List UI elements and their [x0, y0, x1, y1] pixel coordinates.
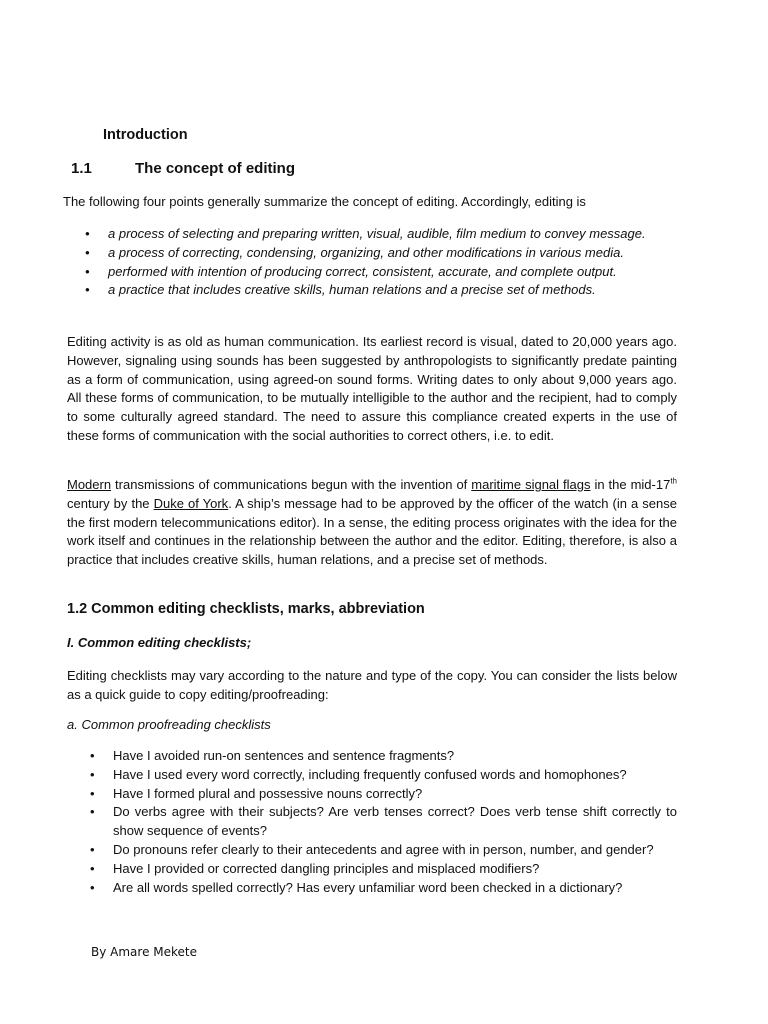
list-item-text: Have I provided or corrected dangling principles and misplaced modifiers? [113, 860, 540, 876]
bullet-icon: • [90, 860, 95, 876]
section-number: 1.1 [71, 160, 92, 177]
link-modern[interactable]: Modern [67, 477, 112, 492]
lead-sentence: The following four points generally summarize the concept of editing. Accordingly, editing is [63, 194, 586, 209]
bullet-icon: • [90, 785, 95, 801]
list-item-text: Do verbs agree with their subjects? Are verb tenses correct? Does verb tense shift correctly to show sequence of events? [113, 804, 677, 839]
list-item [90, 841, 677, 860]
paragraph-history: Editing activity is as old as human communication. Its earliest record is visual, dated to 20,000 years ago. However, signaling using sounds has been suggested by anthropologists to significantly predate painting as a form of communication, using agreed-on sound forms. Writing dates to only about 9,000 years ago. All these forms of communication, to be mutually intelligible to the author and the recipient, had to comply to some culturally agreed standard. The need to assure this compliance created experts in the use of these forms of communication with the social authorities to correct others, i.e. to edit. [67, 334, 677, 443]
list-item-text: a process of correcting, condensing, organizing, and other modifications in various media. [108, 244, 624, 260]
text-segment: . A ship’s message had to be approved by the officer of the watch (in a sense the first modern telecommunications editor). In a sense, the editing process originates with the idea for the work itself and continues in the relationship between the author and the editor. Editing, therefore, is also a practice that includes creative skills, human relations, and a precise set of methods. [67, 495, 677, 568]
concept-bullet-list [85, 225, 677, 300]
list-item [85, 225, 677, 244]
list-item-text: a practice that includes creative skills, human relations and a precise set of methods. [108, 282, 596, 298]
bullet-icon: • [85, 226, 90, 241]
list-item-text: a process of selecting and preparing written, visual, audible, film medium to convey message. [108, 226, 646, 241]
bullet-icon: • [90, 841, 95, 857]
text-segment: transmissions of communications begun with the invention of [111, 477, 472, 492]
bullet-icon: • [85, 263, 90, 279]
subheading-proofreading-checklists: a. Common proofreading checklists [67, 717, 271, 732]
section-title: The concept of editing [135, 160, 295, 177]
list-item [90, 785, 677, 804]
text-segment: in the mid-17 [590, 477, 671, 492]
list-item [85, 281, 677, 300]
bullet-icon: • [90, 766, 95, 782]
list-item [90, 766, 677, 785]
section-1-1-heading [71, 160, 295, 177]
link-maritime-signal-flags[interactable]: maritime signal flags [471, 477, 591, 492]
bullet-icon: • [90, 879, 95, 895]
list-item-text: Do pronouns refer clearly to their antecedents and agree with in person, number, and gender? [113, 841, 654, 857]
proofreading-bullet-list [90, 747, 677, 897]
list-item [90, 747, 677, 766]
bullet-icon: • [90, 748, 95, 763]
list-item-text: Have I used every word correctly, including frequently confused words and homophones? [113, 766, 627, 782]
intro-heading: Introduction [103, 127, 188, 143]
paragraph-checklists: Editing checklists may vary according to the nature and type of the copy. You can consider the lists below as a quick guide to copy editing/proofreading: [67, 668, 677, 702]
list-item-text: Are all words spelled correctly? Has every unfamiliar word been checked in a dictionary? [113, 879, 623, 895]
bullet-icon: • [90, 804, 95, 820]
paragraph-modern [67, 476, 677, 570]
superscript-th: th [670, 476, 677, 486]
list-item-text: Have I formed plural and possessive nouns correctly? [113, 785, 423, 801]
list-item-text: performed with intention of producing correct, consistent, accurate, and complete output. [108, 263, 617, 279]
link-duke-of-york[interactable]: Duke of York [153, 495, 229, 511]
footer-author: By Amare Mekete [91, 945, 197, 959]
section-1-2-heading: 1.2 Common editing checklists, marks, abbreviation [67, 601, 425, 617]
list-item [85, 244, 677, 263]
list-item-text: Have I avoided run-on sentences and sentence fragments? [113, 748, 455, 763]
list-item [90, 879, 677, 898]
text-segment: century by the [67, 495, 154, 511]
bullet-icon: • [85, 244, 90, 260]
list-item [85, 263, 677, 282]
list-item [90, 860, 677, 879]
bullet-icon: • [85, 282, 90, 298]
subheading-common-editing-checklists: I. Common editing checklists; [67, 635, 252, 650]
list-item [90, 803, 677, 841]
